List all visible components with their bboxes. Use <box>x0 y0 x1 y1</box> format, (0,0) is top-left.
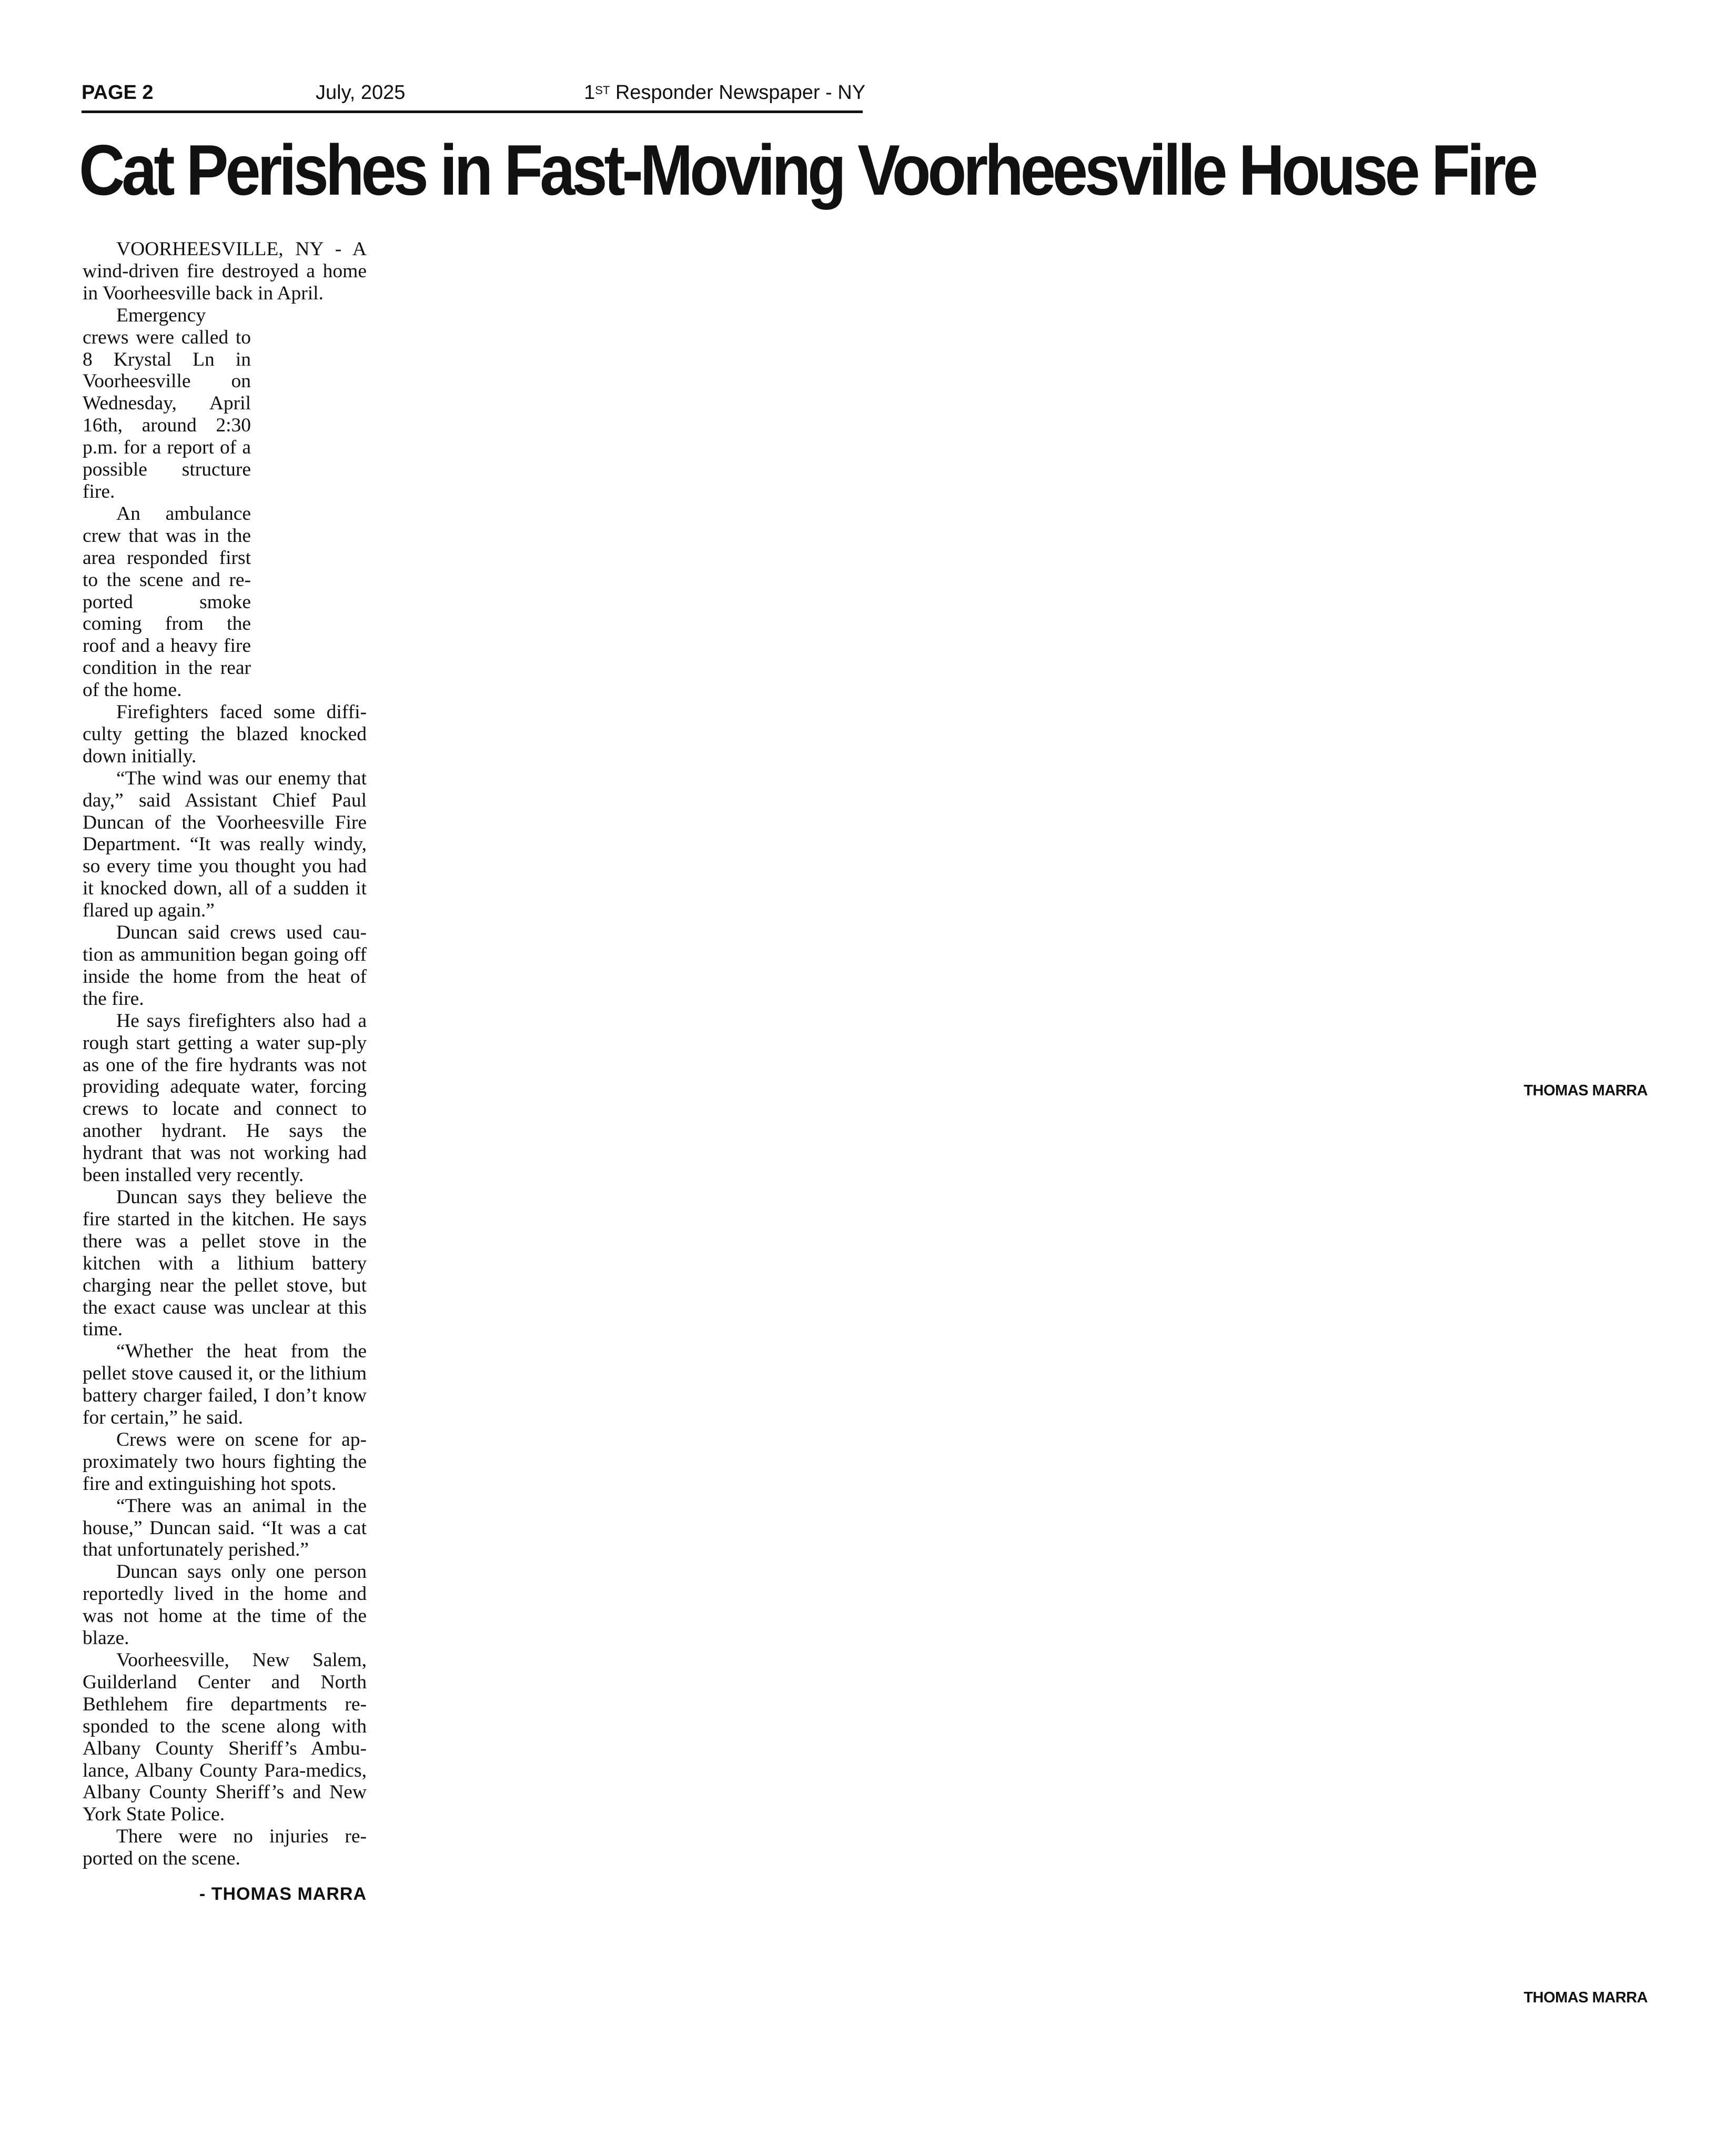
article-paragraph: An ambulance crew that was in the area responded first to the scene and re-ported smoke coming from the roof and a heavy fire condition in the rear of the home. <box>83 502 251 701</box>
article-paragraph: “Whether the heat from the pellet stove caused it, or the lithium battery charger failed, I don’t know for certain,” he said. <box>83 1341 367 1429</box>
article-headline: Cat Perishes in Fast-Moving Voorheesville House Fire <box>79 130 1535 210</box>
article-paragraph: There were no injuries re-ported on the scene. <box>83 1826 367 1870</box>
issue-date: July, 2025 <box>316 82 406 104</box>
newspaper-name-rest: Responder Newspaper - NY <box>610 82 866 104</box>
photo-credit: THOMAS MARRA <box>1523 1082 1648 1099</box>
newspaper-name-number: 1 <box>584 82 596 104</box>
article-paragraph: “The wind was our enemy that day,” said Assistant Chief Paul Duncan of the Voorheesville Fire Department. “It was really windy, so every time you thought you had it knocked down, all of a sudden it flared up again.” <box>83 767 367 922</box>
article-body <box>83 238 367 1870</box>
running-head <box>82 79 866 113</box>
page-number: PAGE 2 <box>82 82 154 104</box>
article-paragraph: Emergency crews were called to 8 Krystal Ln in Voorheesville on Wednesday, April 16th, around 2:30 p.m. for a report of a possible structure fire. <box>83 304 251 502</box>
article-paragraph: Duncan says only one person reportedly lived in the home and was not home at the time of the blaze. <box>83 1561 367 1649</box>
article-paragraph: Voorheesville, New Salem, Guilderland Center and North Bethlehem fire departments re-sponded to the scene along with Albany County Sheriff’s Ambu-lance, Albany County Para-medics, Albany County Sheriff’s and New York State Police. <box>83 1649 367 1826</box>
article-paragraph: Firefighters faced some diffi-culty getting the blazed knocked down initially. <box>83 701 367 767</box>
article-byline: - THOMAS MARRA <box>199 1884 367 1904</box>
photo-credit: THOMAS MARRA <box>1523 1989 1648 2006</box>
article-paragraph: “There was an animal in the house,” Duncan said. “It was a cat that unfortunately perished.” <box>83 1495 367 1561</box>
article-paragraph: VOORHEESVILLE, NY - A wind-driven fire destroyed a home in Voorheesville back in April. <box>83 238 367 304</box>
article-paragraph: Crews were on scene for ap-proximately two hours fighting the fire and extinguishing hot spots. <box>83 1428 367 1495</box>
newspaper-name <box>584 80 865 105</box>
newspaper-name-ordinal: ST <box>595 84 610 97</box>
article-paragraph: He says firefighters also had a rough start getting a water sup-ply as one of the fire hydrants was not providing adequate water, forcing crews to locate and connect to another hydrant. He says the hydrant that was not working had been installed very recently. <box>83 1010 367 1186</box>
article-paragraph: Duncan said crews used cau-tion as ammunition began going off inside the home from the heat of the fire. <box>83 922 367 1010</box>
article-paragraph: Duncan says they believe the fire started in the kitchen. He says there was a pellet stove in the kitchen with a lithium battery charging near the pellet stove, but the exact cause was unclear at this time. <box>83 1186 367 1341</box>
